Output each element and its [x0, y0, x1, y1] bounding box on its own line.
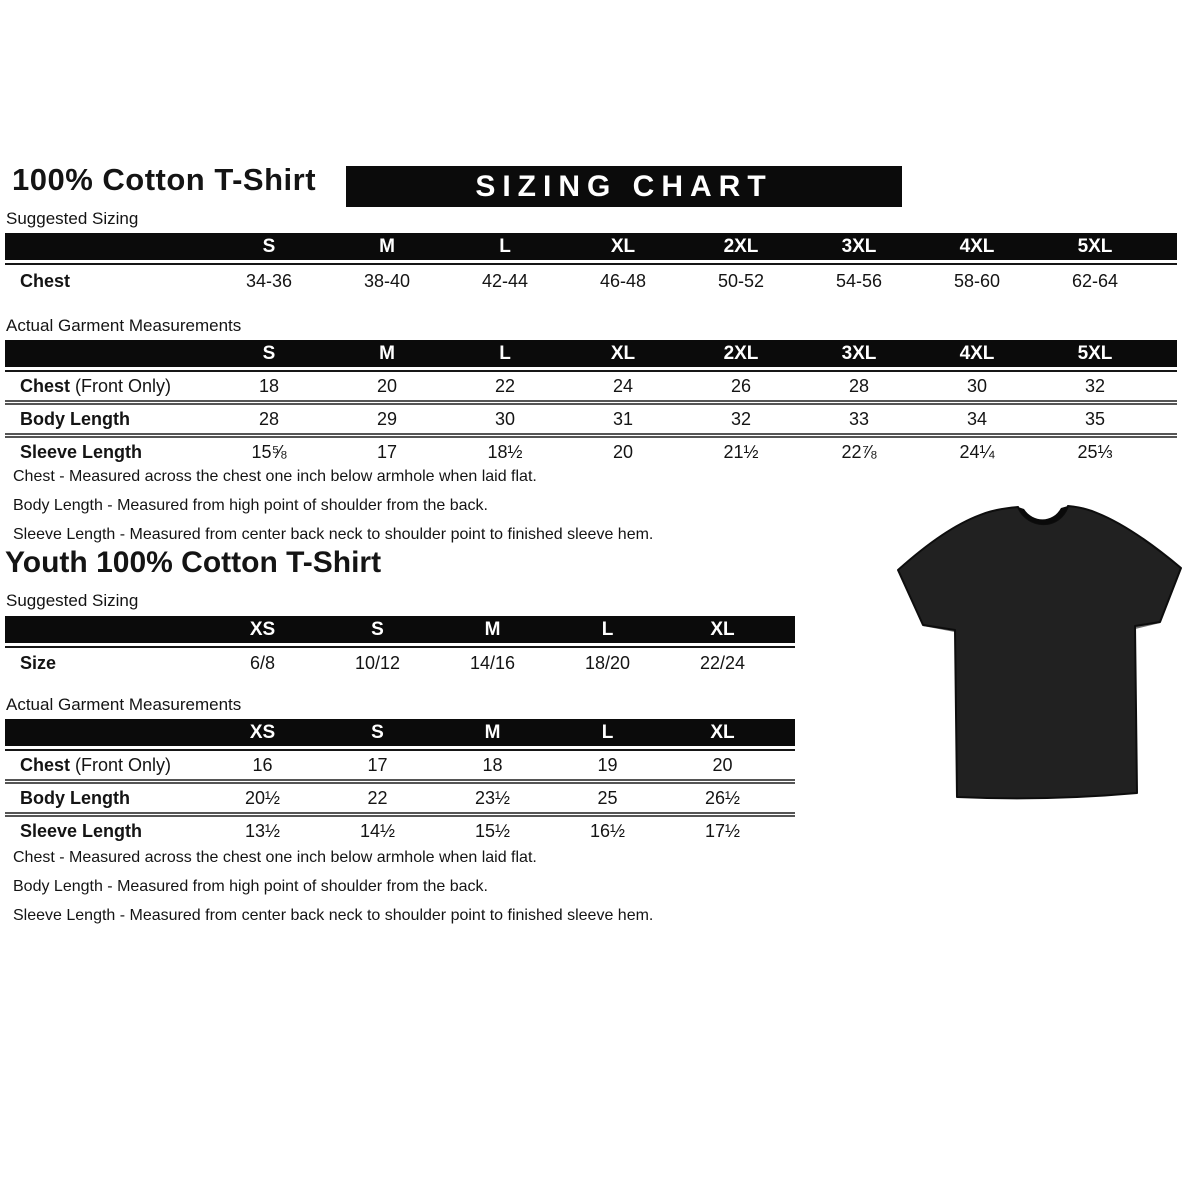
value-cell: 32: [730, 408, 752, 429]
value-cell: 54-56: [835, 270, 883, 291]
table-header-row: [5, 719, 795, 746]
header-cell: XL: [710, 721, 735, 743]
measurement-notes: [13, 462, 653, 549]
header-cell: M: [379, 235, 395, 257]
value-cell: 6/8: [249, 652, 276, 673]
header-cell: 4XL: [959, 235, 995, 257]
value-cell: 42-44: [481, 270, 529, 291]
section-label-suggested-sizing: Suggested Sizing: [6, 209, 139, 228]
value-cell: 17½: [704, 820, 741, 841]
header-cell: L: [499, 342, 511, 364]
header-cell: S: [371, 618, 384, 640]
header-cell: 3XL: [841, 235, 877, 257]
value-cell: 33: [848, 408, 870, 429]
row-label: Size: [20, 652, 57, 673]
value-cell: 23½: [474, 787, 511, 808]
header-cell: 2XL: [723, 342, 759, 364]
value-cell: 14½: [359, 820, 396, 841]
value-cell: 25⅓: [1077, 441, 1113, 462]
row-label: [5, 376, 210, 397]
youth-suggested-sizing-table: [5, 616, 795, 678]
adult-actual-measurements-table: [5, 340, 1177, 466]
row-label: Body Length: [20, 787, 130, 808]
value-cell: 22: [367, 787, 388, 808]
header-cell: M: [484, 618, 501, 640]
row-label-main: Chest: [20, 754, 71, 775]
value-cell: 46-48: [599, 270, 647, 291]
value-cell: 22⅞: [841, 441, 877, 462]
value-cell: 20: [612, 441, 634, 462]
value-cell: 24: [612, 375, 634, 396]
value-cell: 31: [612, 408, 634, 429]
header-cell: 2XL: [723, 235, 759, 257]
note-line: Sleeve Length - Measured from center back neck to shoulder point to finished sleeve hem.: [13, 907, 654, 924]
row-label: [5, 755, 205, 776]
value-cell: 30: [494, 408, 516, 429]
value-cell: 19: [597, 754, 618, 775]
page-title: 100% Cotton T-Shirt: [12, 162, 317, 197]
header-cell: XL: [610, 235, 636, 257]
value-cell: 15⅝: [251, 441, 287, 462]
section-label-youth-suggested: Suggested Sizing: [6, 591, 139, 610]
table-row-chest: [5, 265, 1177, 297]
row-label-suffix: (Front Only): [70, 375, 172, 396]
value-cell: 20: [376, 375, 398, 396]
section-label-youth-actual: Actual Garment Measurements: [6, 695, 242, 714]
value-cell: 34-36: [245, 270, 293, 291]
table-row-body-length: [5, 400, 1177, 433]
note-line: Sleeve Length - Measured from center back neck to shoulder point to finished sleeve hem.: [13, 526, 654, 543]
row-label: Chest: [20, 270, 71, 291]
black-tshirt-image: [892, 500, 1184, 802]
value-cell: 30: [966, 375, 988, 396]
value-cell: 18: [482, 754, 503, 775]
value-cell: 25: [597, 787, 618, 808]
header-cell: L: [601, 721, 614, 743]
value-cell: 17: [367, 754, 388, 775]
value-cell: 29: [376, 408, 398, 429]
table-row-chest: [5, 751, 795, 779]
value-cell: 15½: [474, 820, 511, 841]
value-cell: 16: [252, 754, 273, 775]
table-header-row: [5, 616, 795, 643]
youth-actual-measurements-table: [5, 719, 795, 845]
adult-suggested-sizing-table: [5, 233, 1177, 297]
header-cell: XL: [710, 618, 735, 640]
table-row-body-length: [5, 779, 795, 812]
value-cell: 16½: [589, 820, 626, 841]
value-cell: 18/20: [584, 652, 631, 673]
value-cell: 10/12: [354, 652, 401, 673]
header-cell: L: [499, 235, 511, 257]
value-cell: 35: [1084, 408, 1106, 429]
row-label-suffix: (Front Only): [70, 754, 172, 775]
value-cell: 34: [966, 408, 988, 429]
note-line: Chest - Measured across the chest one inch below armhole when laid flat.: [13, 849, 537, 866]
table-row-chest: [5, 372, 1177, 400]
sizing-chart-banner-label: SIZING CHART: [475, 169, 773, 203]
value-cell: 32: [1084, 375, 1106, 396]
header-cell: XS: [249, 721, 276, 743]
value-cell: 26½: [704, 787, 741, 808]
value-cell: 38-40: [363, 270, 411, 291]
value-cell: 13½: [244, 820, 281, 841]
value-cell: 21½: [723, 441, 759, 462]
value-cell: 62-64: [1071, 270, 1119, 291]
header-cell: M: [379, 342, 395, 364]
value-cell: 28: [258, 408, 280, 429]
header-cell: XL: [610, 342, 636, 364]
header-cell: 5XL: [1077, 235, 1113, 257]
value-cell: 18: [258, 375, 280, 396]
header-cell: S: [371, 721, 384, 743]
value-cell: 14/16: [469, 652, 516, 673]
youth-title: Youth 100% Cotton T-Shirt: [5, 546, 382, 579]
row-label: Body Length: [20, 408, 130, 429]
header-cell: 4XL: [959, 342, 995, 364]
value-cell: 17: [376, 441, 398, 462]
row-label: Sleeve Length: [20, 820, 143, 841]
sizing-chart-banner: [346, 166, 902, 207]
header-cell: S: [262, 235, 276, 257]
section-label-actual-measurements: Actual Garment Measurements: [6, 316, 242, 335]
header-cell: 3XL: [841, 342, 877, 364]
table-row-size: [5, 648, 795, 678]
table-header-row: [5, 233, 1177, 260]
header-cell: M: [484, 721, 501, 743]
row-label-main: Chest: [20, 375, 71, 396]
row-label: Sleeve Length: [20, 441, 143, 462]
note-line: Body Length - Measured from high point of shoulder from the back.: [13, 497, 488, 514]
table-row-sleeve-length: [5, 812, 795, 845]
table-header-row: [5, 340, 1177, 367]
header-cell: XS: [249, 618, 276, 640]
header-cell: L: [601, 618, 614, 640]
header-cell: 5XL: [1077, 342, 1113, 364]
value-cell: 18½: [487, 441, 523, 462]
note-line: Chest - Measured across the chest one inch below armhole when laid flat.: [13, 468, 537, 485]
value-cell: 20: [712, 754, 733, 775]
value-cell: 20½: [244, 787, 281, 808]
value-cell: 58-60: [953, 270, 1001, 291]
measurement-notes: [13, 843, 653, 930]
tshirt-body-shape: [898, 506, 1181, 798]
value-cell: 28: [848, 375, 870, 396]
value-cell: 50-52: [717, 270, 765, 291]
header-cell: S: [262, 342, 276, 364]
value-cell: 22/24: [699, 652, 746, 673]
value-cell: 24¼: [959, 441, 995, 462]
value-cell: 22: [494, 375, 516, 396]
value-cell: 26: [730, 375, 752, 396]
note-line: Body Length - Measured from high point of shoulder from the back.: [13, 878, 488, 895]
